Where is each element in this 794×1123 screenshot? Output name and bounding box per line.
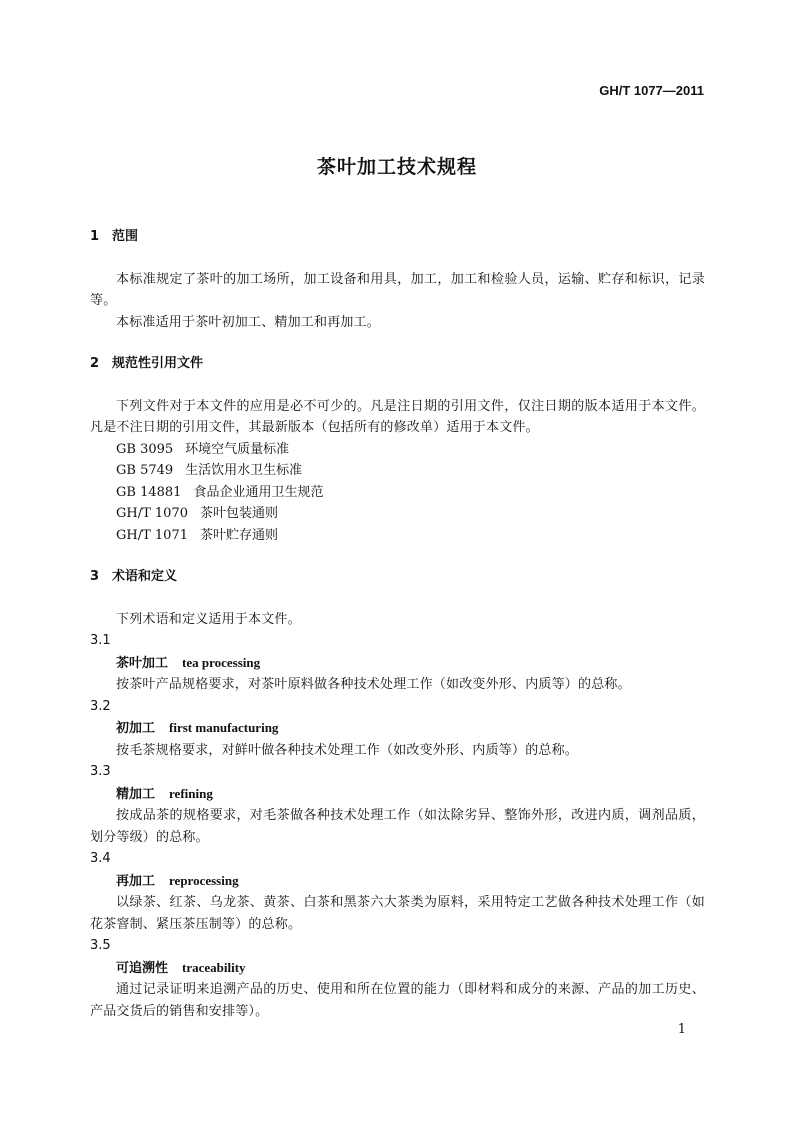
term-heading bbox=[90, 717, 705, 740]
term-zh: 可追溯性 bbox=[116, 960, 169, 976]
term-en: reprocessing bbox=[169, 872, 239, 888]
term-definition: 按茶叶产品规格要求，对茶叶原料做各种技术处理工作（如改变外形、内质等）的总称。 bbox=[116, 677, 631, 692]
paragraph: 下列术语和定义适用于本文件。 bbox=[116, 611, 301, 627]
reference-item bbox=[90, 439, 705, 461]
paragraph: 本标准适用于茶叶初加工、精加工和再加工。 bbox=[116, 314, 381, 330]
term-en: refining bbox=[169, 785, 213, 801]
term-definition: 通过记录证明来追溯产品的历史、使用和所在位置的能力（即材料和成分的来源、产品的加工历史、产品交货后的销售和安排等）。 bbox=[90, 982, 705, 1019]
standard-code: GH/T 1077—2011 bbox=[599, 83, 704, 98]
section-number: 2 bbox=[90, 356, 100, 371]
reference-code: GH/T 1071 bbox=[116, 527, 188, 543]
reference-title: 环境空气质量标准 bbox=[185, 441, 290, 457]
reference-title: 食品企业通用卫生规范 bbox=[193, 484, 324, 500]
section-number: 3 bbox=[90, 569, 100, 584]
term-zh: 再加工 bbox=[116, 873, 156, 889]
clause-number: 3.2 bbox=[90, 698, 111, 714]
clause-number: 3.3 bbox=[90, 764, 111, 779]
clause-number: 3.5 bbox=[90, 938, 111, 953]
term-en: tea processing bbox=[182, 654, 261, 670]
term-zh: 茶叶加工 bbox=[116, 655, 169, 671]
reference-item bbox=[90, 482, 705, 504]
section-title: 范围 bbox=[112, 229, 139, 244]
clause-number: 3.1 bbox=[90, 633, 111, 648]
clause-number: 3.4 bbox=[90, 851, 111, 866]
reference-title: 生活饮用水卫生标准 bbox=[185, 463, 303, 478]
reference-code: GB 14881 bbox=[116, 484, 182, 500]
reference-code: GB 5749 bbox=[116, 463, 174, 478]
term-zh: 初加工 bbox=[116, 721, 156, 736]
page-number: 1 bbox=[677, 1022, 686, 1037]
term-en: first manufacturing bbox=[169, 720, 279, 735]
term-heading bbox=[90, 957, 705, 980]
reference-title: 茶叶贮存通则 bbox=[200, 527, 279, 543]
reference-item bbox=[90, 525, 705, 547]
term-definition: 以绿茶、红茶、乌龙茶、黄茶、白茶和黑茶六大茶类为原料，采用特定工艺做各种技术处理工作（如花茶窨制、紧压茶压制等）的总称。 bbox=[90, 895, 705, 932]
term-definition: 按毛茶规格要求，对鲜叶做各种技术处理工作（如改变外形、内质等）的总称。 bbox=[116, 742, 579, 758]
section-title: 术语和定义 bbox=[112, 569, 178, 584]
reference-title: 茶叶包装通则 bbox=[200, 506, 279, 521]
reference-code: GB 3095 bbox=[116, 441, 174, 457]
term-heading bbox=[90, 783, 705, 806]
section-3-heading bbox=[90, 566, 705, 588]
term-heading bbox=[90, 870, 705, 893]
document-body bbox=[90, 226, 705, 1022]
term-zh: 精加工 bbox=[116, 786, 156, 802]
document-title: 茶叶加工技术规程 bbox=[316, 156, 477, 178]
section-title: 规范性引用文件 bbox=[112, 356, 204, 371]
section-2-heading bbox=[90, 353, 705, 375]
term-heading bbox=[90, 652, 705, 675]
reference-code: GH/T 1070 bbox=[116, 506, 188, 521]
paragraph: 本标准规定了茶叶的加工场所，加工设备和用具，加工，加工和检验人员，运输、贮存和标识，记录等。 bbox=[90, 271, 705, 308]
reference-item bbox=[90, 460, 705, 482]
paragraph: 下列文件对于本文件的应用是必不可少的。凡是注日期的引用文件，仅注日期的版本适用于本文件。凡是不注日期的引用文件，其最新版本（包括所有的修改单）适用于本文件。 bbox=[90, 398, 705, 435]
term-definition: 按成品茶的规格要求，对毛茶做各种技术处理工作（如汰除劣异、整饰外形，改进内质，调剂品质，划分等级）的总称。 bbox=[90, 808, 705, 845]
reference-item bbox=[90, 503, 705, 525]
term-en: traceability bbox=[182, 959, 246, 975]
section-number: 1 bbox=[90, 229, 100, 244]
section-1-heading bbox=[90, 226, 705, 248]
